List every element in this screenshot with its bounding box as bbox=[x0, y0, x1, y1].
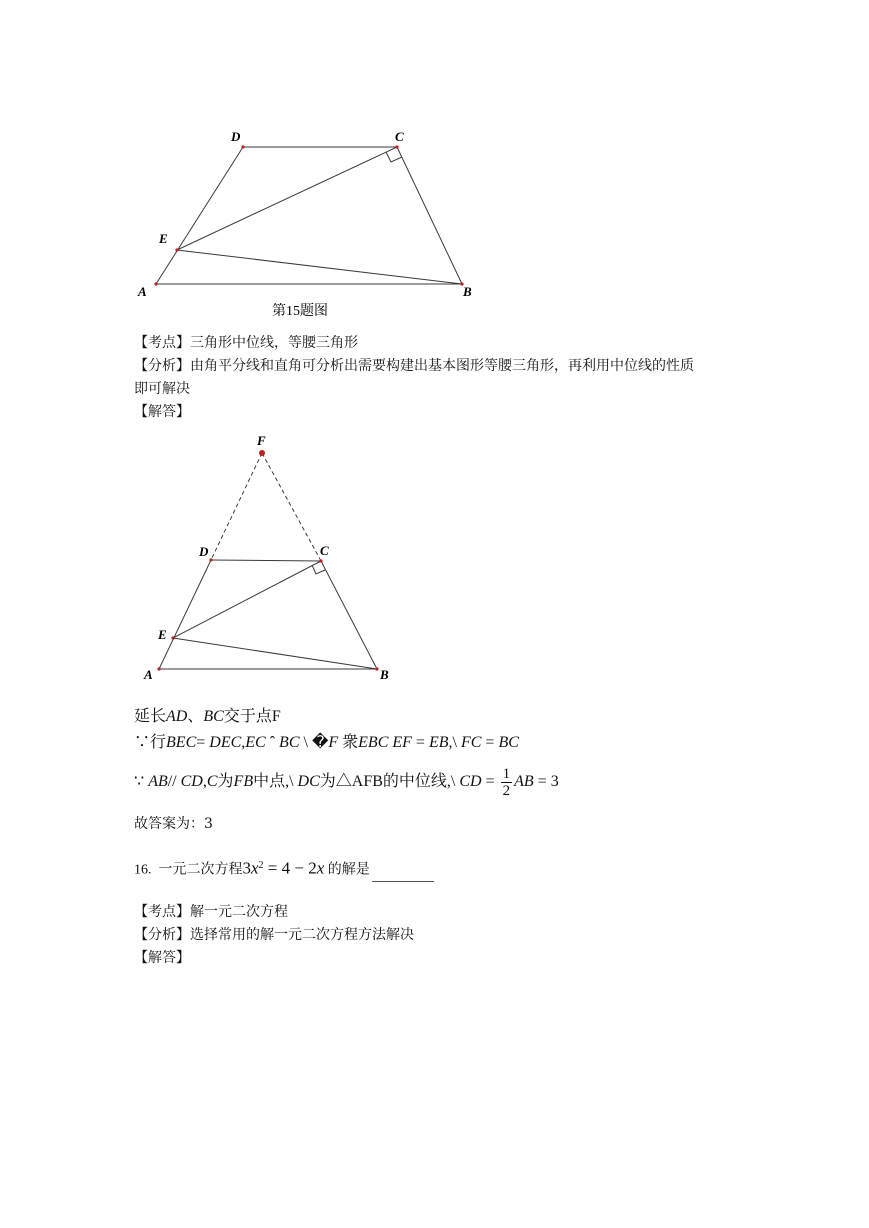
vertex-points bbox=[154, 145, 463, 285]
fenxi-line-1 bbox=[134, 356, 694, 376]
kaodian-tag: 【考点】 bbox=[134, 335, 190, 351]
kaodian-line-1 bbox=[134, 333, 358, 353]
label-b: B bbox=[380, 667, 389, 682]
segment-cb bbox=[397, 147, 462, 284]
jieda-tag: 【解答】 bbox=[134, 404, 190, 420]
answer-line: 故答案为：3 bbox=[134, 816, 213, 832]
label-e: E bbox=[158, 627, 167, 642]
segment-dc bbox=[211, 560, 321, 561]
jieda-line-2: 【解答】 bbox=[134, 950, 190, 966]
label-c: C bbox=[395, 129, 404, 144]
solution-line-2: ∵行BEC= DEC,EC ˆ BC \ �F 衆EBC EF = EB,\ FC = BC bbox=[134, 734, 519, 751]
solution-diagram bbox=[135, 430, 405, 688]
segment-fd-dashed bbox=[211, 453, 262, 560]
figure-15-diagram bbox=[130, 120, 490, 320]
answer-blank[interactable] bbox=[372, 867, 434, 882]
jieda-line-1 bbox=[134, 402, 190, 422]
label-d: D bbox=[231, 129, 241, 144]
segment-eb bbox=[177, 250, 462, 284]
solution-line-3: ∵ AB// CD,C为FB中点,\ DC为△AFB的中位线,\ CD = $\frac{1}{2}$ AB = 3 bbox=[134, 765, 559, 799]
segment-eb bbox=[173, 638, 377, 669]
segment-cb bbox=[321, 561, 377, 669]
segment-fc-dashed bbox=[262, 453, 321, 561]
kaodian-text: 三角形中位线，等腰三角形 bbox=[190, 335, 358, 351]
segment-ad bbox=[156, 147, 243, 284]
label-a: A bbox=[144, 667, 153, 682]
question-16: 16. 一元二次方程$3x^2 = 4 - 2x$ 的解是 bbox=[134, 855, 434, 882]
point-f bbox=[259, 450, 265, 456]
fenxi-text: 由角平分线和直角可分析出需要构建出基本图形等腰三角形，再利用中位线的性质 bbox=[190, 358, 694, 374]
vertex-points bbox=[157, 558, 378, 670]
label-a: A bbox=[138, 284, 147, 299]
label-d: D bbox=[199, 544, 209, 559]
segment-ad bbox=[159, 560, 211, 669]
question-number: 16. bbox=[134, 862, 152, 878]
right-angle-mark bbox=[312, 565, 325, 574]
label-e: E bbox=[159, 231, 168, 246]
solution-line-1: 延长AD、BC交于点F bbox=[134, 708, 281, 725]
fenxi-text-continued: 即可解决 bbox=[134, 381, 190, 397]
label-c: C bbox=[320, 543, 329, 558]
fraction-one-half: $\frac{1}{2}$ bbox=[502, 765, 511, 799]
kaodian-line-2: 【考点】解一元二次方程 bbox=[134, 904, 288, 920]
fenxi-tag: 【分析】 bbox=[134, 358, 190, 374]
fenxi-line-2: 【分析】选择常用的解一元二次方程方法解决 bbox=[134, 927, 414, 943]
figure-caption: 第15题图 bbox=[272, 304, 328, 319]
label-b: B bbox=[463, 284, 472, 299]
label-f: F bbox=[257, 433, 266, 448]
fenxi-line-1b bbox=[134, 379, 190, 399]
segment-ec bbox=[173, 561, 321, 638]
